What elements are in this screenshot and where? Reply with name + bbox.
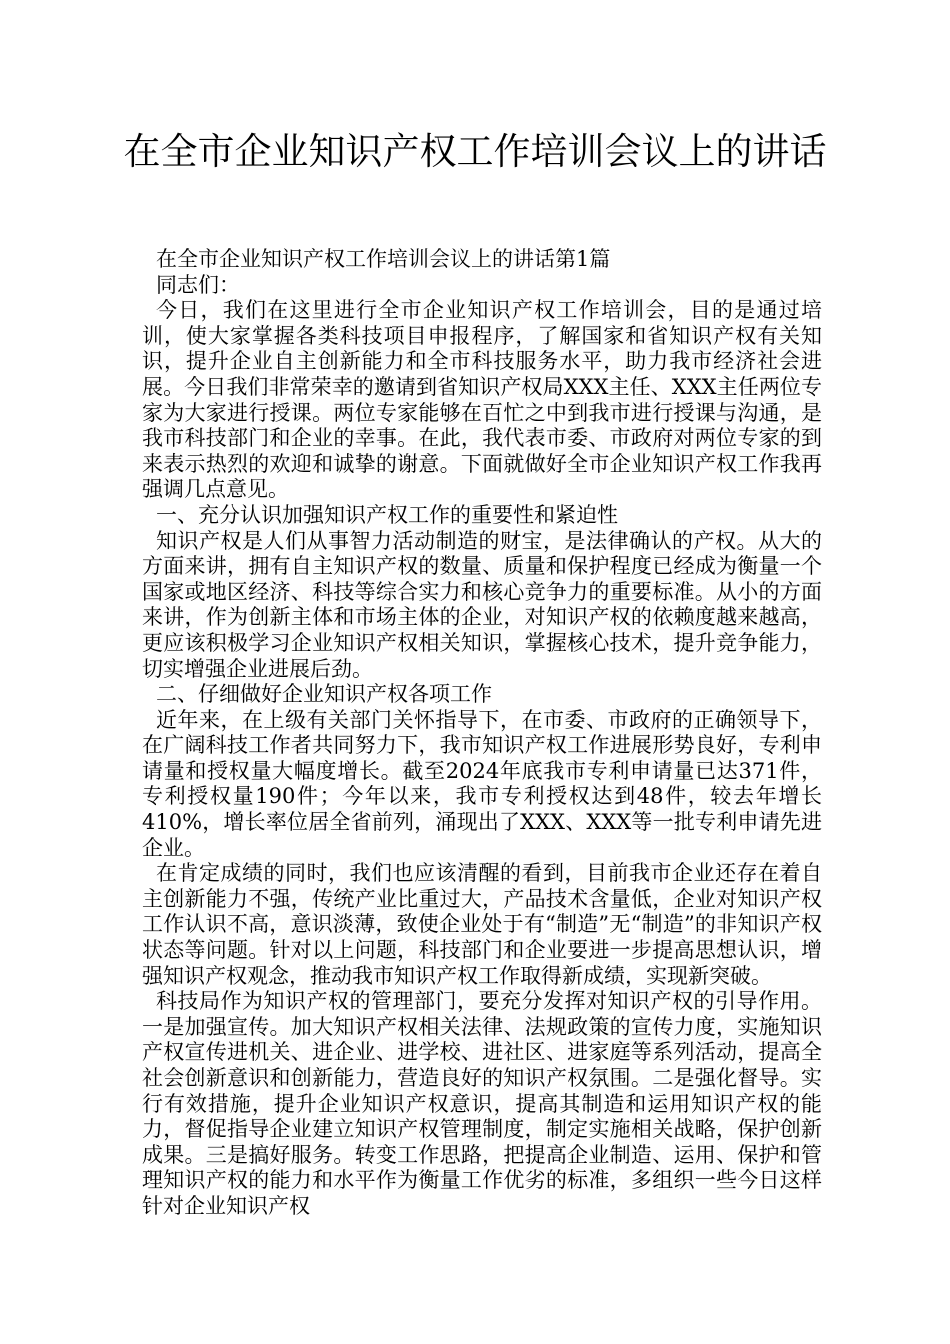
- paragraph-measures: 科技局作为知识产权的管理部门，要充分发挥对知识产权的引导作用。一是加强宣传。加大知识产权相关法律、法规政策的宣传力度，实施知识产权宣传进机关、进企业、进学校、进社区、进家庭等系列活动，提高全社会创新意识和创新能力，营造良好的知识产权氛围。二是强化督导。实行有效措施，提升企业知识产权意识，提高其制造和运用知识产权的能力，督促指导企业建立知识产权管理制度，制定实施相关战略，保护创新成果。三是搞好服务。转变工作思路，把提高企业制造、运用、保护和管理知识产权的能力和水平作为衡量工作优劣的标准，多组织一些今日这样针对企业知识产权: [142, 989, 822, 1218]
- section-heading-2: 二、仔细做好企业知识产权各项工作: [156, 682, 492, 707]
- paragraph-intro: 今日，我们在这里进行全市企业知识产权工作培训会，目的是通过培训，使大家掌握各类科技项目申报程序，了解国家和省知识产权有关知识，提升企业自主创新能力和全市科技服务水平，助力我市经济社会进展。今日我们非常荣幸的邀请到省知识产权局XXX主任、XXX主任两位专家为大家进行授课。两位专家能够在百忙之中到我市进行授课与沟通，是我市科技部门和企业的幸事。在此，我代表市委、市政府对两位专家的到来表示热烈的欢迎和诚挚的谢意。下面就做好全市企业知识产权工作我再强调几点意见。: [142, 298, 822, 502]
- paragraph-problems: 在肯定成绩的同时，我们也应该清醒的看到，目前我市企业还存在着自主创新能力不强，传统产业比重过大，产品技术含量低，企业对知识产权工作认识不高，意识淡薄，致使企业处于有“制造”无“制造”的非知识产权状态等问题。针对以上问题，科技部门和企业要进一步提高思想认识，增强知识产权观念，推动我市知识产权工作取得新成绩，实现新突破。: [142, 861, 822, 988]
- document-body: [142, 247, 822, 1220]
- section-heading-1: 一、充分认识加强知识产权工作的重要性和紧迫性: [156, 502, 618, 527]
- salutation: 同志们：: [156, 272, 240, 297]
- section-subtitle: 在全市企业知识产权工作培训会议上的讲话第1篇: [156, 247, 611, 271]
- paragraph-ip-importance: 知识产权是人们从事智力活动制造的财宝，是法律确认的产权。从大的方面来讲，拥有自主知识产权的数量、质量和保护程度已经成为衡量一个国家或地区经济、科技等综合实力和核心竞争力的重要标准。从小的方面来讲，作为创新主体和市场主体的企业，对知识产权的依赖度越来越高，更应该积极学习企业知识产权相关知识，掌握核心技术，提升竞争能力，切实增强企业进展后劲。: [142, 528, 822, 681]
- document-title: 在全市企业知识产权工作培训会议上的讲话: [123, 130, 827, 173]
- paragraph-achievements: 近年来，在上级有关部门关怀指导下，在市委、市政府的正确领导下，在广阔科技工作者共同努力下，我市知识产权工作进展形势良好，专利申请量和授权量大幅度增长。截至2024年底我市专利申请量已达371件，专利授权量190件；今年以来，我市专利授权达到48件，较去年增长410%，增长率位居全省前列，涌现出了XXX、XXX等一批专利申请先进企业。: [142, 707, 822, 860]
